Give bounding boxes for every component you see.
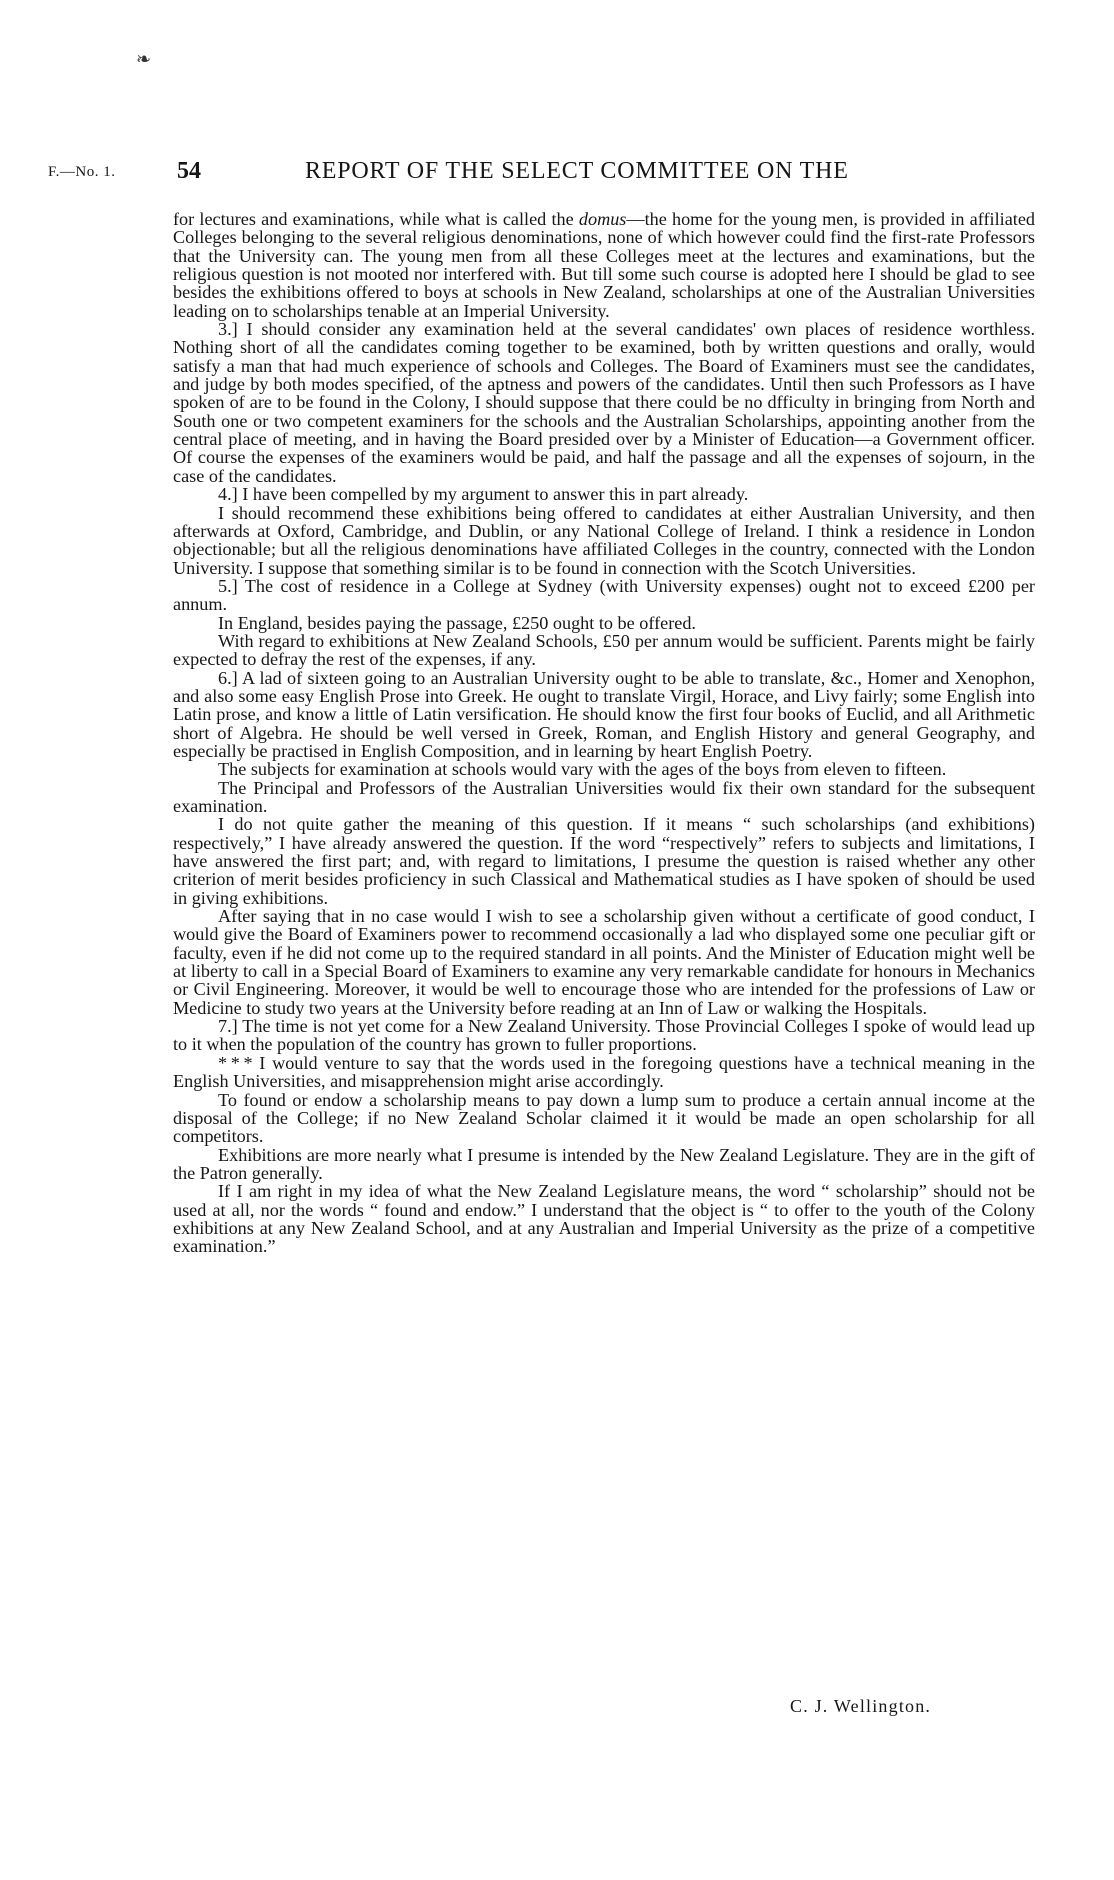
paragraph: The Principal and Professors of the Australian Universities would fix their own standard for the subsequent examination.	[173, 777, 1035, 816]
paragraph-answer-4: 4.] I have been compelled by my argument to answer this in part already.	[218, 484, 749, 505]
paragraph: I should recommend these exhibitions being offered to candidates at either Australian University, and then afterwards at Oxford, Cambridge, and Dublin, or any National College of Ireland. I think a residence in London objectionable; but all the religious denominations have affiliated Colleges in the country, connected with the London University. I suppose that something similar is to be found in connection with the Scotch Universities.	[173, 502, 1035, 578]
paragraph: I do not quite gather the meaning of this question. If it means “ such scholarships (and exhibitions) respectively,” I have already answered the question. If the word “respectively” refers to subjects and limitations, I have answered the first part; and, with regard to limitations, I presume the question is raised whether any other criterion of merit besides proficiency in such Classical and Mathematical studies as I have spoken of should be used in giving exhibitions.	[173, 814, 1035, 908]
paragraph-answer-6: 6.] A lad of sixteen going to an Australian University ought to be able to translate, &c., Homer and Xenophon, and also some easy English Prose into Greek. He ought to translate Virgil, Horace, and Livy fairly; some English into Latin prose, and know a little of Latin versification. He should know the first four books of Euclid, and all Arithmetic short of Algebra. He should be well versed in Greek, Roman, and English History and general Geography, and especially be practised in English Composition, and in learning by heart English Poetry.	[173, 667, 1035, 761]
paragraph-continuation: for lectures and examinations, while what is called the domus—the home for the young men, is provided in affiliated Colleges belonging to the several religious denominations, none of which however could find the first-rate Professors that the University can. The young men from all these Colleges meet at the lectures and examinations, but the religious question is not mooted nor interfered with. But till some such course is adopted here I should be glad to see besides the exhibitions offered to boys at schools in New Zealand, scholarships at one of the Australian Universities leading on to scholarships tenable at an Imperial University.	[173, 209, 1035, 321]
paragraph-answer-5: 5.] The cost of residence in a College at Sydney (with University expenses) ought not to exceed £200 per annum.	[173, 575, 1035, 615]
paragraph: Exhibitions are more nearly what I presume is intended by the New Zealand Legislature. They are in the gift of the Patron generally.	[173, 1144, 1035, 1183]
paragraph: With regard to exhibitions at New Zealand Schools, £50 per annum would be sufficient. Parents might be fairly expected to defray the rest of the expenses, if any.	[173, 630, 1035, 670]
document-reference: F.—No. 1.	[48, 164, 116, 180]
paragraph: After saying that in no case would I wish to see a scholarship given without a certificate of good conduct, I would give the Board of Examiners power to recommend occasionally a lad who displayed some one peculiar gift or faculty, even if he did not come up to the required standard in all points. And the Minister of Education might well be at liberty to call in a Special Board of Examiners to examine any very remarkable candidate for honours in Mechanics or Civil Engineering. Moreover, it would be well to encourage those who are intended for the professions of Law or Medicine to study two years at the University before reading at an Inn of Law or walking the Hospitals.	[173, 906, 1035, 1018]
paragraph: In England, besides paying the passage, £250 ought to be offered.	[218, 612, 696, 633]
paragraph: To found or endow a scholarship means to pay down a lump sum to produce a certain annual income at the disposal of the College; if no New Zealand Scholar claimed it it would be made an open scholarship for all competitors.	[173, 1089, 1035, 1147]
paragraph: If I am right in my idea of what the New Zealand Legislature means, the word “ scholarship” should not be used at all, nor the words “ found and endow.” I understand that the object is “ to offer to the youth of the Colony exhibitions at any New Zealand School, and at any Australian and Imperial University as the prize of a competitive examination.”	[173, 1181, 1035, 1257]
paragraph-answer-3: 3.] I should consider any examination held at the several candidates' own places of residence worthless. Nothing short of all the candidates coming together to be examined, both by written questions and orally, would satisfy a man that had much experience of schools and Colleges. The Board of Examiners must see the candidates, and judge by both modes specified, of the aptness and powers of the candidates. Until then such Professors as I have spoken of are to be found in the Colony, I should suppose that there could be no dfficulty in bringing from North and South one or two competent examiners for the schools and the Australian Scholarships, appointing another from the central place of meeting, and in having the Board presided over by a Minister of Education—a Government officer. Of course the expenses of the examiners would be paid, and half the passage and all the expenses of sojourn, in the case of the candidates.	[173, 319, 1035, 486]
running-header	[0, 158, 1114, 192]
signature: C. J. Wellington.	[790, 1696, 932, 1716]
paragraph-note: * * * I would venture to say that the words used in the foregoing questions have a technical meaning in the English Universities, and misapprehension might arise accordingly.	[173, 1052, 1035, 1092]
ink-mark: ❧	[136, 49, 152, 69]
running-title: REPORT OF THE SELECT COMMITTEE ON THE	[305, 158, 849, 184]
body-text	[173, 210, 1035, 1256]
page-number: 54	[177, 158, 201, 184]
paragraph-answer-7: 7.] The time is not yet come for a New Zealand University. Those Provincial Colleges I spoke of would lead up to it when the population of the country has grown to fuller proportions.	[173, 1016, 1035, 1055]
paragraph: The subjects for examination at schools would vary with the ages of the boys from eleven to fifteen.	[218, 759, 947, 780]
italic-term: domus	[578, 209, 627, 229]
